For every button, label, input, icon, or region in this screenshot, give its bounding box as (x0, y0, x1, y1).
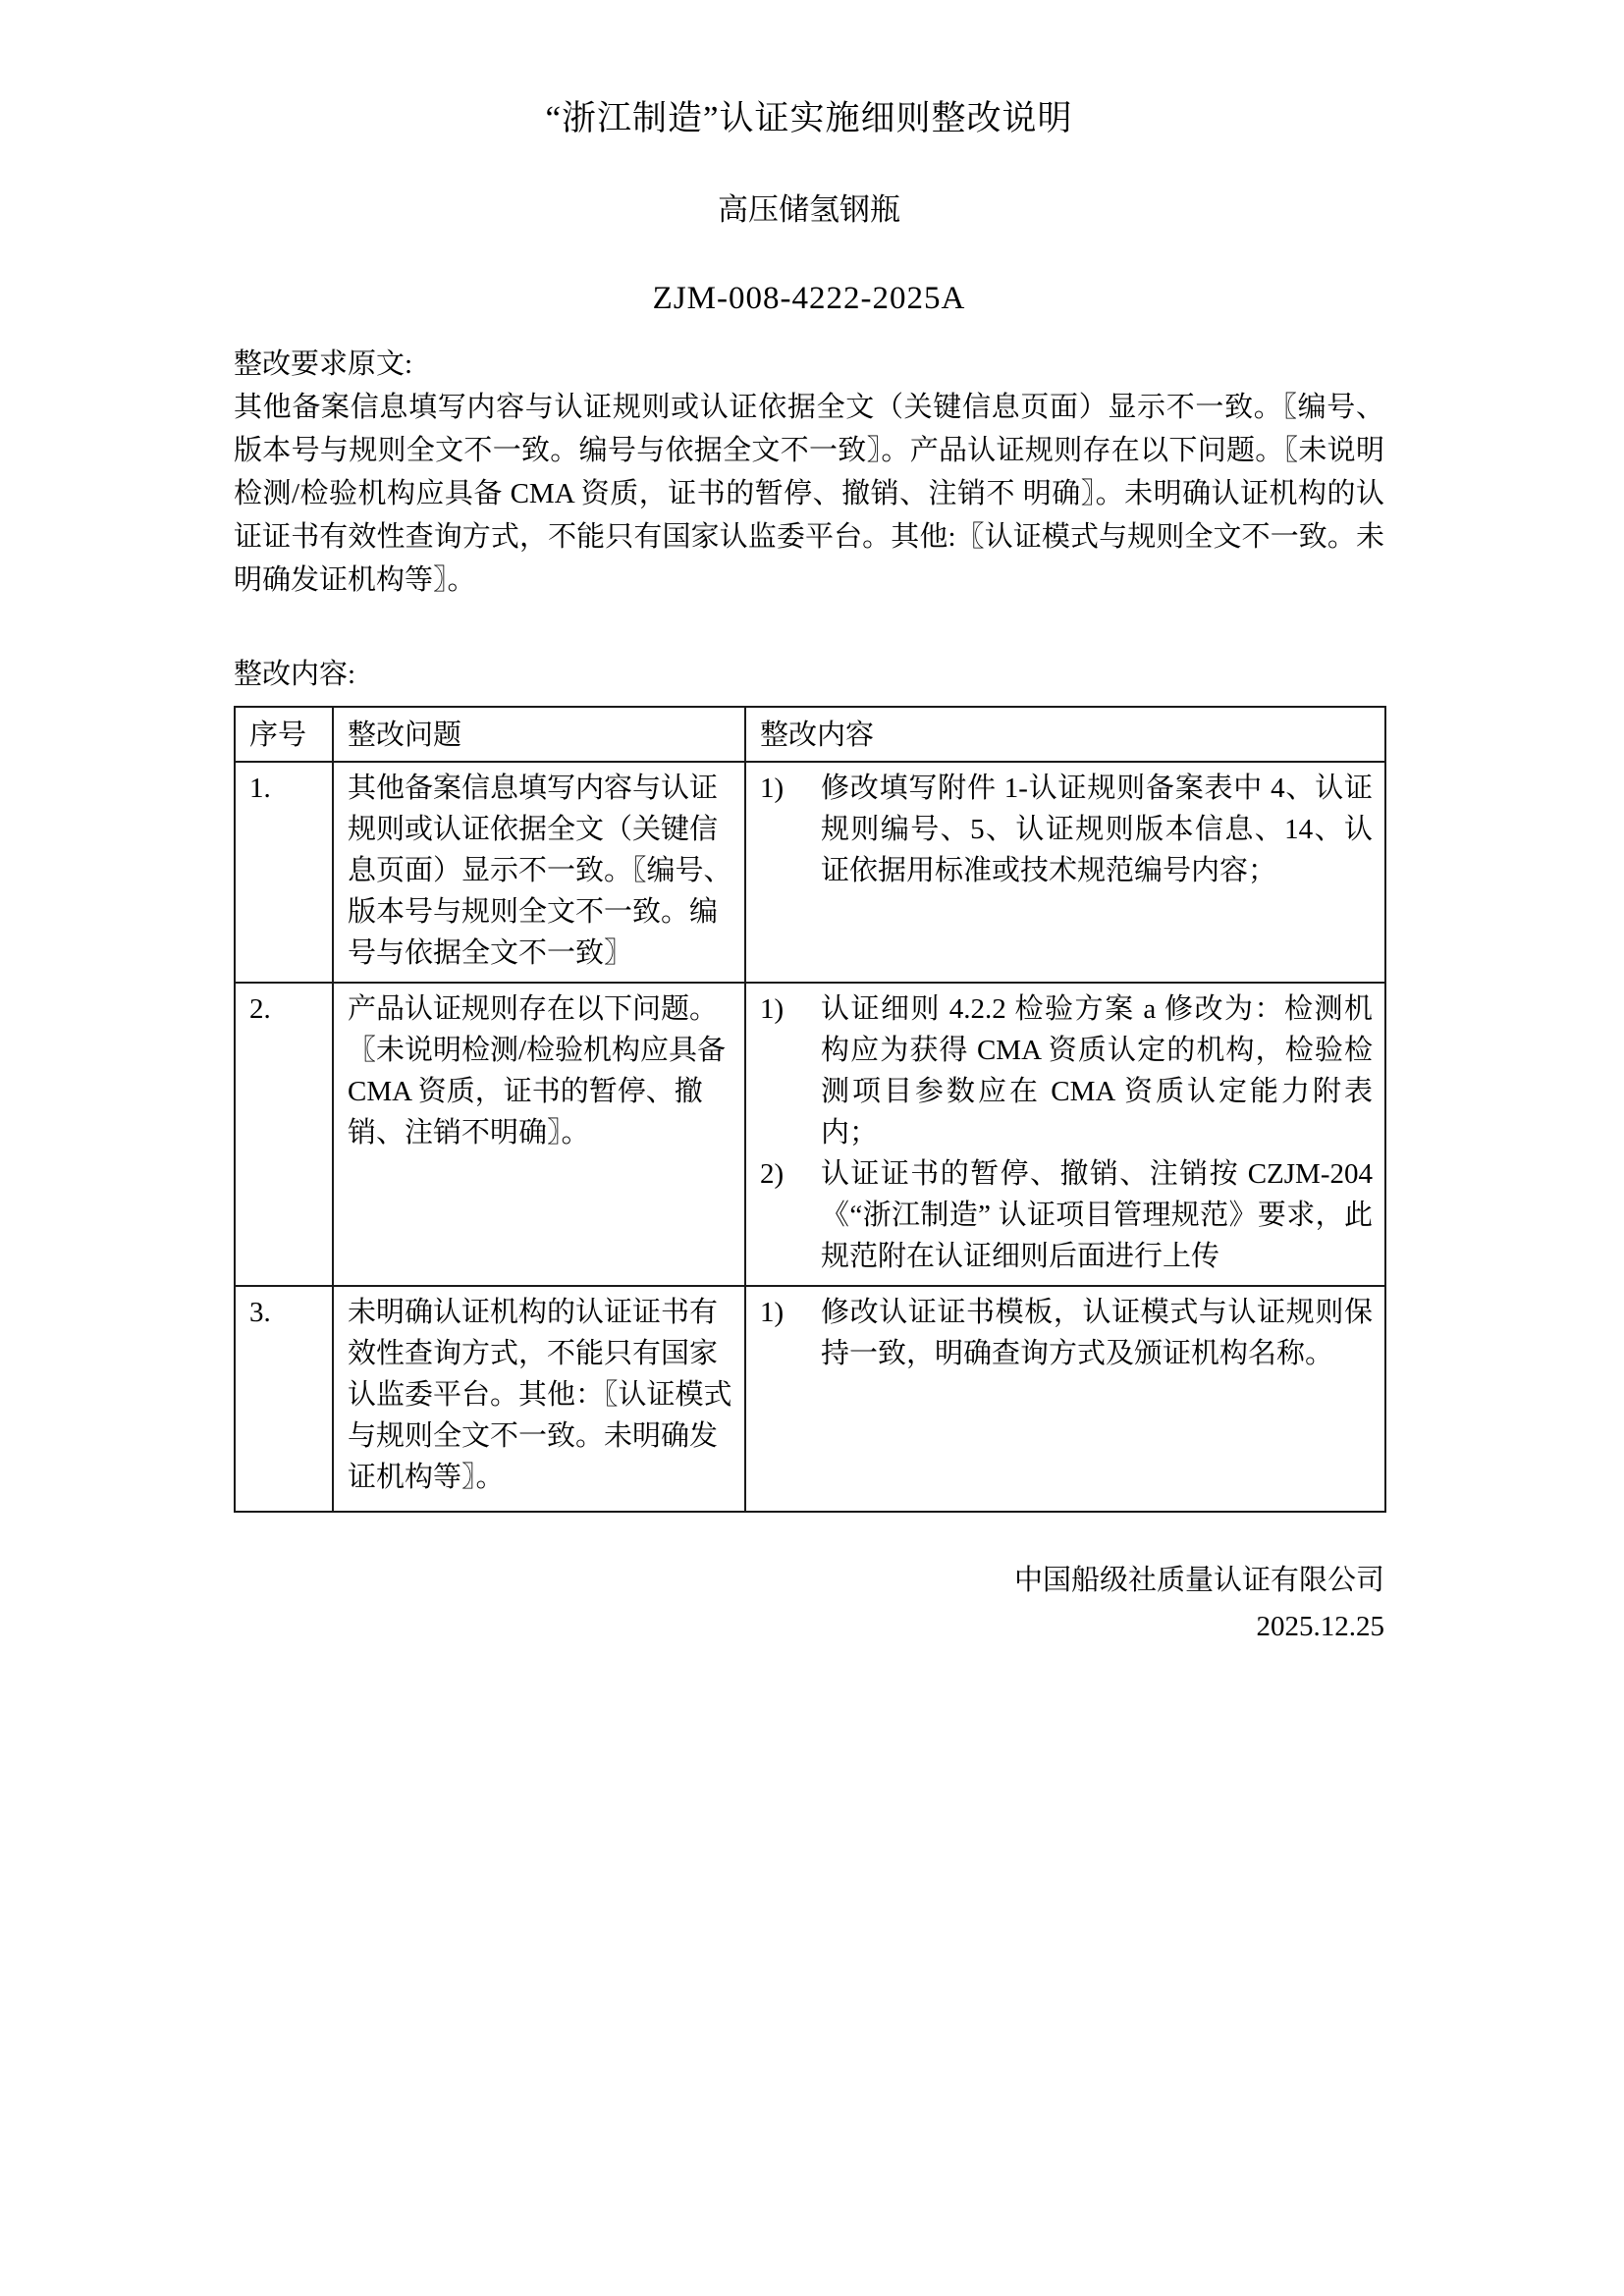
request-original-text: 其他备案信息填写内容与认证规则或认证依据全文（关键信息页面）显示不一致。〖编号、版本号与规则全文不一致。编号与依据全文不一致〗。产品认证规则存在以下问题。〖未说明检测/检验机构应具备 CMA 资质，证书的暂停、撤销、注销不 明确〗。未明确认证机构的认证证书有效性查询方式，不能只有国家认监委平台。其他:〖认证模式与规则全文不一致。未明确发证机构等〗。 (234, 392, 1384, 596)
action-item (760, 1153, 1373, 1277)
row-number: 2. (235, 983, 333, 1286)
signature-date: 2025.12.25 (1256, 1611, 1384, 1642)
table-row (235, 762, 1385, 983)
action-marker: 1) (760, 1297, 785, 1328)
rectification-table (234, 706, 1386, 1513)
action-text: 认证证书的暂停、撤销、注销按 CZJM-204《“浙江制造” 认证项目管理规范》要求，此规范附在认证细则后面进行上传 (821, 1158, 1373, 1272)
table-row (235, 983, 1385, 1286)
content-section-heading: 整改内容: (234, 659, 356, 690)
action-text: 认证细则 4.2.2 检验方案 a 修改为：检测机构应为获得 CMA 资质认定的机构，检验检测项目参数应在 CMA 资质认定能力附表内； (821, 993, 1373, 1148)
company-name: 中国船级社质量认证有限公司 (1013, 1565, 1384, 1596)
actions-cell (745, 983, 1385, 1286)
action-marker: 2) (760, 1158, 785, 1190)
action-item (760, 768, 1373, 891)
actions-cell (745, 762, 1385, 983)
request-section-heading: 整改要求原文: (234, 348, 413, 380)
document-title: “浙江制造”认证实施细则整改说明 (545, 99, 1073, 137)
document-content (234, 0, 1384, 1650)
action-text: 修改认证证书模板，认证模式与认证规则保持一致，明确查询方式及颁证机构名称。 (821, 1297, 1373, 1369)
action-marker: 1) (760, 993, 785, 1025)
document-code: ZJM-008-4222-2025A (652, 281, 966, 316)
action-text: 修改填写附件 1-认证规则备案表中 4、认证规则编号、5、认证规则版本信息、14、认证依据用标准或技术规范编号内容； (821, 773, 1373, 886)
table-row (235, 1286, 1385, 1512)
column-header-content: 整改内容 (745, 707, 1385, 762)
table-header-row (235, 707, 1385, 762)
product-name: 高压储氢钢瓶 (718, 192, 900, 227)
actions-cell (745, 1286, 1385, 1512)
signature-block (234, 1558, 1384, 1650)
problem-text: 产品认证规则存在以下问题。〖未说明检测/检验机构应具备 CMA 资质，证书的暂停、撤销、注销不明确〗。 (333, 983, 745, 1286)
row-number: 3. (235, 1286, 333, 1512)
problem-text: 未明确认证机构的认证证书有效性查询方式，不能只有国家认监委平台。其他：〖认证模式与规则全文不一致。未明确发证机构等〗。 (333, 1286, 745, 1512)
row-number: 1. (235, 762, 333, 983)
problem-text: 其他备案信息填写内容与认证规则或认证依据全文（关键信息页面）显示不一致。〖编号、版本号与规则全文不一致。编号与依据全文不一致〗 (333, 762, 745, 983)
action-item (760, 988, 1373, 1153)
action-item (760, 1292, 1373, 1374)
column-header-no: 序号 (235, 707, 333, 762)
column-header-problem: 整改问题 (333, 707, 745, 762)
action-marker: 1) (760, 773, 785, 804)
